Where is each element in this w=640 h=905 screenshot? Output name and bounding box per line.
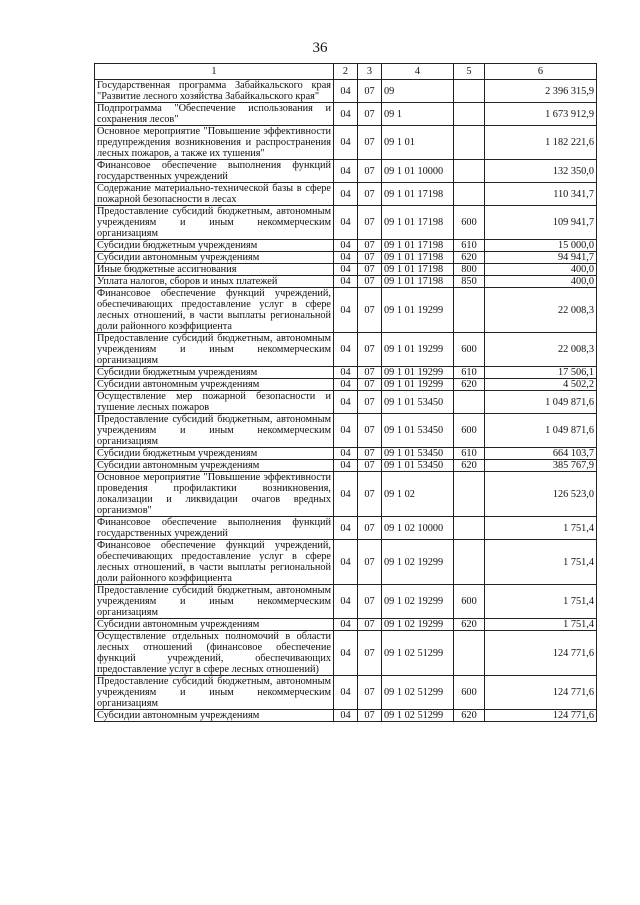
table-body xyxy=(95,80,597,722)
row-expense-type: 600 xyxy=(454,414,485,448)
row-name: Осуществление отдельных полномочий в области лесных отношений (финансовое обеспечение функций учреждений, обеспечивающих предоставление услуг в сфере лесных отношений) xyxy=(95,631,334,676)
row-target-article: 09 1 01 xyxy=(382,126,454,160)
row-subsection: 07 xyxy=(358,103,382,126)
table-row xyxy=(95,448,597,460)
row-target-article: 09 1 02 19299 xyxy=(382,619,454,631)
table-row xyxy=(95,264,597,276)
header-col-3: 3 xyxy=(358,64,382,80)
row-expense-type xyxy=(454,540,485,585)
row-section: 04 xyxy=(334,367,358,379)
row-name: Осуществление мер пожарной безопасности и тушение лесных пожаров xyxy=(95,391,334,414)
row-expense-type: 610 xyxy=(454,367,485,379)
row-amount: 1 049 871,6 xyxy=(485,391,597,414)
row-expense-type: 620 xyxy=(454,710,485,722)
row-section: 04 xyxy=(334,183,358,206)
row-name: Субсидии автономным учреждениям xyxy=(95,252,334,264)
row-expense-type xyxy=(454,391,485,414)
row-section: 04 xyxy=(334,276,358,288)
row-expense-type: 610 xyxy=(454,448,485,460)
row-amount: 400,0 xyxy=(485,276,597,288)
row-amount: 15 000,0 xyxy=(485,240,597,252)
row-name: Основное мероприятие "Повышение эффективности проведения профилактики возникновения, локализации и ликвидации очагов вредных организмов" xyxy=(95,472,334,517)
row-subsection: 07 xyxy=(358,414,382,448)
table-row xyxy=(95,126,597,160)
row-amount: 94 941,7 xyxy=(485,252,597,264)
row-subsection: 07 xyxy=(358,252,382,264)
row-target-article: 09 1 01 17198 xyxy=(382,264,454,276)
row-expense-type: 600 xyxy=(454,585,485,619)
row-amount: 17 506,1 xyxy=(485,367,597,379)
row-amount: 132 350,0 xyxy=(485,160,597,183)
row-amount: 126 523,0 xyxy=(485,472,597,517)
row-name: Субсидии бюджетным учреждениям xyxy=(95,240,334,252)
row-amount: 1 049 871,6 xyxy=(485,414,597,448)
table-row xyxy=(95,379,597,391)
row-section: 04 xyxy=(334,379,358,391)
row-expense-type: 600 xyxy=(454,676,485,710)
row-target-article: 09 1 xyxy=(382,103,454,126)
row-name: Предоставление субсидий бюджетным, автономным учреждениям и иным некоммерческим организациям xyxy=(95,676,334,710)
row-section: 04 xyxy=(334,333,358,367)
row-section: 04 xyxy=(334,517,358,540)
row-subsection: 07 xyxy=(358,460,382,472)
row-section: 04 xyxy=(334,264,358,276)
row-target-article: 09 1 01 17198 xyxy=(382,206,454,240)
row-name: Уплата налогов, сборов и иных платежей xyxy=(95,276,334,288)
header-col-6: 6 xyxy=(485,64,597,80)
row-target-article: 09 1 01 19299 xyxy=(382,367,454,379)
row-section: 04 xyxy=(334,540,358,585)
table-row xyxy=(95,391,597,414)
row-amount: 109 941,7 xyxy=(485,206,597,240)
row-name: Предоставление субсидий бюджетным, автономным учреждениям и иным некоммерческим организациям xyxy=(95,206,334,240)
header-col-5: 5 xyxy=(454,64,485,80)
row-section: 04 xyxy=(334,414,358,448)
row-amount: 4 502,2 xyxy=(485,379,597,391)
row-expense-type xyxy=(454,126,485,160)
row-amount: 664 103,7 xyxy=(485,448,597,460)
row-expense-type: 600 xyxy=(454,333,485,367)
table-row xyxy=(95,619,597,631)
row-section: 04 xyxy=(334,206,358,240)
table-row xyxy=(95,676,597,710)
row-amount: 1 182 221,6 xyxy=(485,126,597,160)
row-subsection: 07 xyxy=(358,540,382,585)
row-subsection: 07 xyxy=(358,391,382,414)
row-target-article: 09 1 02 51299 xyxy=(382,676,454,710)
table-row xyxy=(95,183,597,206)
row-target-article: 09 1 01 19299 xyxy=(382,379,454,391)
table-row xyxy=(95,160,597,183)
row-target-article: 09 1 01 17198 xyxy=(382,276,454,288)
budget-table xyxy=(94,63,597,722)
row-subsection: 07 xyxy=(358,264,382,276)
table-row xyxy=(95,460,597,472)
row-subsection: 07 xyxy=(358,585,382,619)
row-subsection: 07 xyxy=(358,631,382,676)
table-row xyxy=(95,414,597,448)
row-name: Иные бюджетные ассигнования xyxy=(95,264,334,276)
row-subsection: 07 xyxy=(358,710,382,722)
row-target-article: 09 1 01 17198 xyxy=(382,183,454,206)
row-name: Финансовое обеспечение функций учреждений, обеспечивающих предоставление услуг в сфере лесных отношений, в части выплаты региональной доли районного коэффициента xyxy=(95,540,334,585)
row-name: Предоставление субсидий бюджетным, автономным учреждениям и иным некоммерческим организациям xyxy=(95,585,334,619)
table-row xyxy=(95,333,597,367)
row-target-article: 09 1 02 19299 xyxy=(382,585,454,619)
row-expense-type: 600 xyxy=(454,206,485,240)
row-name: Финансовое обеспечение выполнения функций государственных учреждений xyxy=(95,160,334,183)
header-col-4: 4 xyxy=(382,64,454,80)
row-amount: 22 008,3 xyxy=(485,288,597,333)
row-subsection: 07 xyxy=(358,517,382,540)
row-section: 04 xyxy=(334,252,358,264)
row-expense-type xyxy=(454,80,485,103)
row-amount: 1 751,4 xyxy=(485,585,597,619)
row-amount: 385 767,9 xyxy=(485,460,597,472)
row-name: Предоставление субсидий бюджетным, автономным учреждениям и иным некоммерческим организациям xyxy=(95,414,334,448)
row-subsection: 07 xyxy=(358,367,382,379)
row-section: 04 xyxy=(334,631,358,676)
row-expense-type: 850 xyxy=(454,276,485,288)
row-section: 04 xyxy=(334,126,358,160)
table-row xyxy=(95,288,597,333)
row-name: Предоставление субсидий бюджетным, автономным учреждениям и иным некоммерческим организациям xyxy=(95,333,334,367)
row-target-article: 09 1 02 10000 xyxy=(382,517,454,540)
row-expense-type: 610 xyxy=(454,240,485,252)
row-subsection: 07 xyxy=(358,126,382,160)
row-subsection: 07 xyxy=(358,288,382,333)
row-subsection: 07 xyxy=(358,206,382,240)
row-expense-type xyxy=(454,517,485,540)
row-target-article: 09 1 01 53450 xyxy=(382,391,454,414)
row-target-article: 09 1 01 17198 xyxy=(382,252,454,264)
header-col-1: 1 xyxy=(95,64,334,80)
table-row xyxy=(95,472,597,517)
row-target-article: 09 1 01 17198 xyxy=(382,240,454,252)
row-amount: 1 751,4 xyxy=(485,619,597,631)
row-expense-type xyxy=(454,472,485,517)
header-col-2: 2 xyxy=(334,64,358,80)
row-section: 04 xyxy=(334,160,358,183)
row-section: 04 xyxy=(334,240,358,252)
row-amount: 1 751,4 xyxy=(485,517,597,540)
row-subsection: 07 xyxy=(358,240,382,252)
row-target-article: 09 1 01 10000 xyxy=(382,160,454,183)
row-amount: 400,0 xyxy=(485,264,597,276)
row-subsection: 07 xyxy=(358,183,382,206)
row-amount: 2 396 315,9 xyxy=(485,80,597,103)
row-expense-type: 620 xyxy=(454,619,485,631)
row-name: Финансовое обеспечение функций учреждений, обеспечивающих предоставление услуг в сфере лесных отношений, в части выплаты региональной доли районного коэффициента xyxy=(95,288,334,333)
row-subsection: 07 xyxy=(358,160,382,183)
row-subsection: 07 xyxy=(358,448,382,460)
row-name: Субсидии бюджетным учреждениям xyxy=(95,367,334,379)
row-expense-type: 620 xyxy=(454,379,485,391)
table-row xyxy=(95,252,597,264)
row-subsection: 07 xyxy=(358,619,382,631)
row-target-article: 09 1 02 19299 xyxy=(382,540,454,585)
row-section: 04 xyxy=(334,391,358,414)
row-amount: 22 008,3 xyxy=(485,333,597,367)
row-section: 04 xyxy=(334,80,358,103)
row-target-article: 09 1 01 53450 xyxy=(382,414,454,448)
row-section: 04 xyxy=(334,676,358,710)
row-name: Содержание материально-технической базы в сфере пожарной безопасности в лесах xyxy=(95,183,334,206)
row-amount: 1 751,4 xyxy=(485,540,597,585)
table-row xyxy=(95,80,597,103)
row-subsection: 07 xyxy=(358,676,382,710)
row-target-article: 09 1 01 19299 xyxy=(382,288,454,333)
row-amount: 124 771,6 xyxy=(485,710,597,722)
page-number: 36 xyxy=(312,40,328,56)
row-expense-type: 620 xyxy=(454,252,485,264)
row-subsection: 07 xyxy=(358,472,382,517)
table-row xyxy=(95,206,597,240)
row-section: 04 xyxy=(334,619,358,631)
row-target-article: 09 1 02 51299 xyxy=(382,710,454,722)
row-name: Подпрограмма "Обеспечение использования и сохранения лесов" xyxy=(95,103,334,126)
row-target-article: 09 xyxy=(382,80,454,103)
row-name: Субсидии автономным учреждениям xyxy=(95,460,334,472)
row-subsection: 07 xyxy=(358,333,382,367)
row-amount: 110 341,7 xyxy=(485,183,597,206)
row-name: Субсидии автономным учреждениям xyxy=(95,379,334,391)
row-section: 04 xyxy=(334,460,358,472)
row-target-article: 09 1 01 53450 xyxy=(382,448,454,460)
row-target-article: 09 1 02 xyxy=(382,472,454,517)
table-row xyxy=(95,631,597,676)
row-section: 04 xyxy=(334,585,358,619)
row-name: Субсидии автономным учреждениям xyxy=(95,619,334,631)
table-row xyxy=(95,276,597,288)
row-section: 04 xyxy=(334,472,358,517)
row-name: Финансовое обеспечение выполнения функций государственных учреждений xyxy=(95,517,334,540)
table-header-row xyxy=(95,64,597,80)
table-row xyxy=(95,103,597,126)
row-name: Основное мероприятие "Повышение эффективности предупреждения возникновения и распространения лесных пожаров, а также их тушения" xyxy=(95,126,334,160)
table-row xyxy=(95,540,597,585)
table-row xyxy=(95,367,597,379)
row-expense-type xyxy=(454,183,485,206)
row-section: 04 xyxy=(334,710,358,722)
table-row xyxy=(95,585,597,619)
row-target-article: 09 1 01 19299 xyxy=(382,333,454,367)
row-name: Субсидии автономным учреждениям xyxy=(95,710,334,722)
row-section: 04 xyxy=(334,103,358,126)
row-section: 04 xyxy=(334,448,358,460)
row-section: 04 xyxy=(334,288,358,333)
row-expense-type: 800 xyxy=(454,264,485,276)
row-expense-type xyxy=(454,160,485,183)
row-expense-type: 620 xyxy=(454,460,485,472)
row-name: Государственная программа Забайкальского края "Развитие лесного хозяйства Забайкальского края" xyxy=(95,80,334,103)
row-subsection: 07 xyxy=(358,80,382,103)
table-row xyxy=(95,240,597,252)
row-subsection: 07 xyxy=(358,276,382,288)
row-subsection: 07 xyxy=(358,379,382,391)
row-expense-type xyxy=(454,103,485,126)
table-row xyxy=(95,710,597,722)
row-target-article: 09 1 02 51299 xyxy=(382,631,454,676)
row-expense-type xyxy=(454,631,485,676)
row-amount: 124 771,6 xyxy=(485,676,597,710)
row-amount: 1 673 912,9 xyxy=(485,103,597,126)
row-amount: 124 771,6 xyxy=(485,631,597,676)
row-name: Субсидии бюджетным учреждениям xyxy=(95,448,334,460)
row-expense-type xyxy=(454,288,485,333)
row-target-article: 09 1 01 53450 xyxy=(382,460,454,472)
table-row xyxy=(95,517,597,540)
